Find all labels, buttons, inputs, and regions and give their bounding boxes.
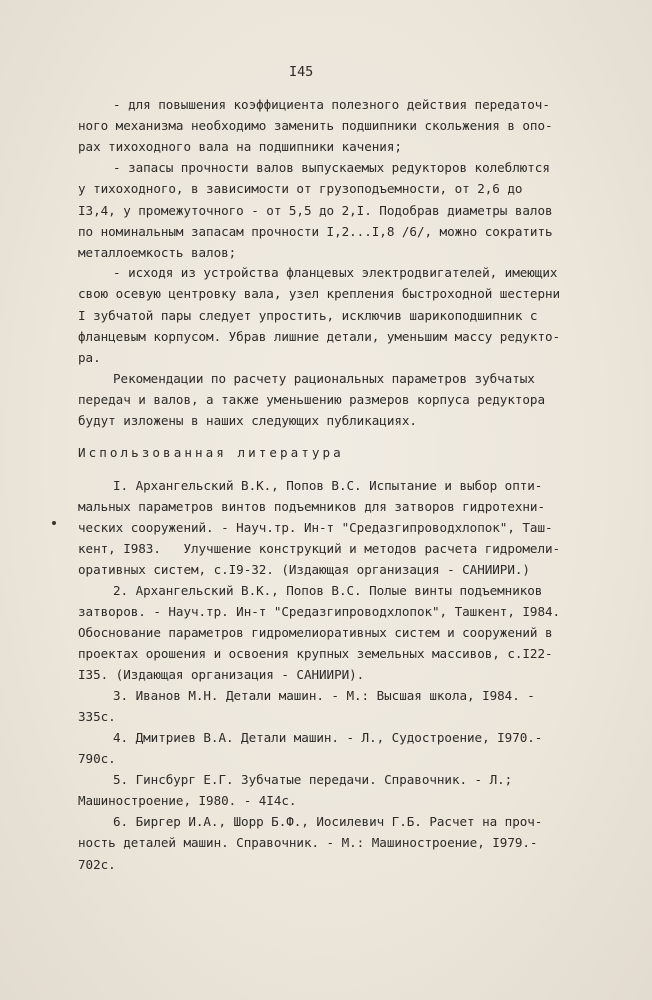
reference-line: 5. Гинсбург Е.Г. Зубчатые передачи. Справочник. - Л.; [113,772,513,787]
reference-line: ческих сооружений. - Науч.тр. Ин-т "Средазгипроводхлопок", Таш- [78,520,553,535]
reference-line: Машиностроение, I980. - 4I4с. [78,793,297,808]
references-heading: Использованная литература [78,445,344,460]
reference-line: 2. Архангельский В.К., Попов В.С. Полые винты подъемников [113,583,543,598]
text-line: по номинальным запасам прочности I,2...I,8 /6/, можно сократить [78,224,553,239]
reference-line: 3. Иванов М.Н. Детали машин. - М.: Высшая школа, I984. - [113,688,535,703]
text-line: - исходя из устройства фланцевых электродвигателей, имеющих [113,265,558,280]
reference-line: 6. Биргер И.А., Шорр Б.Ф., Иосилевич Г.Б. Расчет на проч- [113,814,543,829]
text-line: у тихоходного, в зависимости от грузоподъемности, от 2,6 до [78,181,523,196]
text-line: ного механизма необходимо заменить подшипники скольжения в опо- [78,118,553,133]
text-line: - для повышения коэффициента полезного действия передаточ- [113,97,550,112]
reference-line: 4. Дмитриев В.А. Детали машин. - Л., Судостроение, I970.- [113,730,543,745]
text-line: ра. [78,350,101,365]
reference-line: проектах орошения и освоения крупных земельных массивов, с.I22- [78,646,553,661]
text-line: свою осевую центровку вала, узел крепления быстроходной шестерни [78,286,561,301]
reference-line: кент, I983. Улучшение конструкций и методов расчета гидромели- [78,541,561,556]
reference-line: затворов. - Науч.тр. Ин-т "Средазгипроводхлопок", Ташкент, I984. [78,604,561,619]
text-line: I зубчатой пары следует упростить, исключив шарикоподшипник с [78,308,538,323]
reference-line: 702с. [78,857,116,872]
reference-line: 790с. [78,751,116,766]
text-line: металлоемкость валов; [78,245,237,260]
reference-line: I. Архангельский В.К., Попов В.С. Испытание и выбор опти- [113,478,543,493]
reference-line: 335с. [78,709,116,724]
text-line: I3,4, у промежуточного - от 5,5 до 2,I. Подобрав диаметры валов [78,203,553,218]
reference-line: оративных систем, с.I9-32. (Издающая организация - САНИИРИ.) [78,562,530,577]
page-number: I45 [289,64,314,80]
reference-line: Обоснование параметров гидромелиоративных систем и сооружений в [78,625,553,640]
text-line: Рекомендации по расчету рациональных параметров зубчатых [113,371,535,386]
text-line: фланцевым корпусом. Убрав лишние детали, уменьшим массу редукто- [78,329,561,344]
reference-line: ность деталей машин. Справочник. - М.: Машиностроение, I979.- [78,835,538,850]
reference-line: I35. (Издающая организация - САНИИРИ). [78,667,365,682]
text-line: передач и валов, а также уменьшению размеров корпуса редуктора [78,392,545,407]
reference-line: мальных параметров винтов подъемников для затворов гидротехни- [78,499,545,514]
text-line: будут изложены в наших следующих публикациях. [78,413,417,428]
text-line: рах тихоходного вала на подшипники качения; [78,139,402,154]
ink-speck [52,521,56,525]
text-line: - запасы прочности валов выпускаемых редукторов колеблются [113,160,550,175]
